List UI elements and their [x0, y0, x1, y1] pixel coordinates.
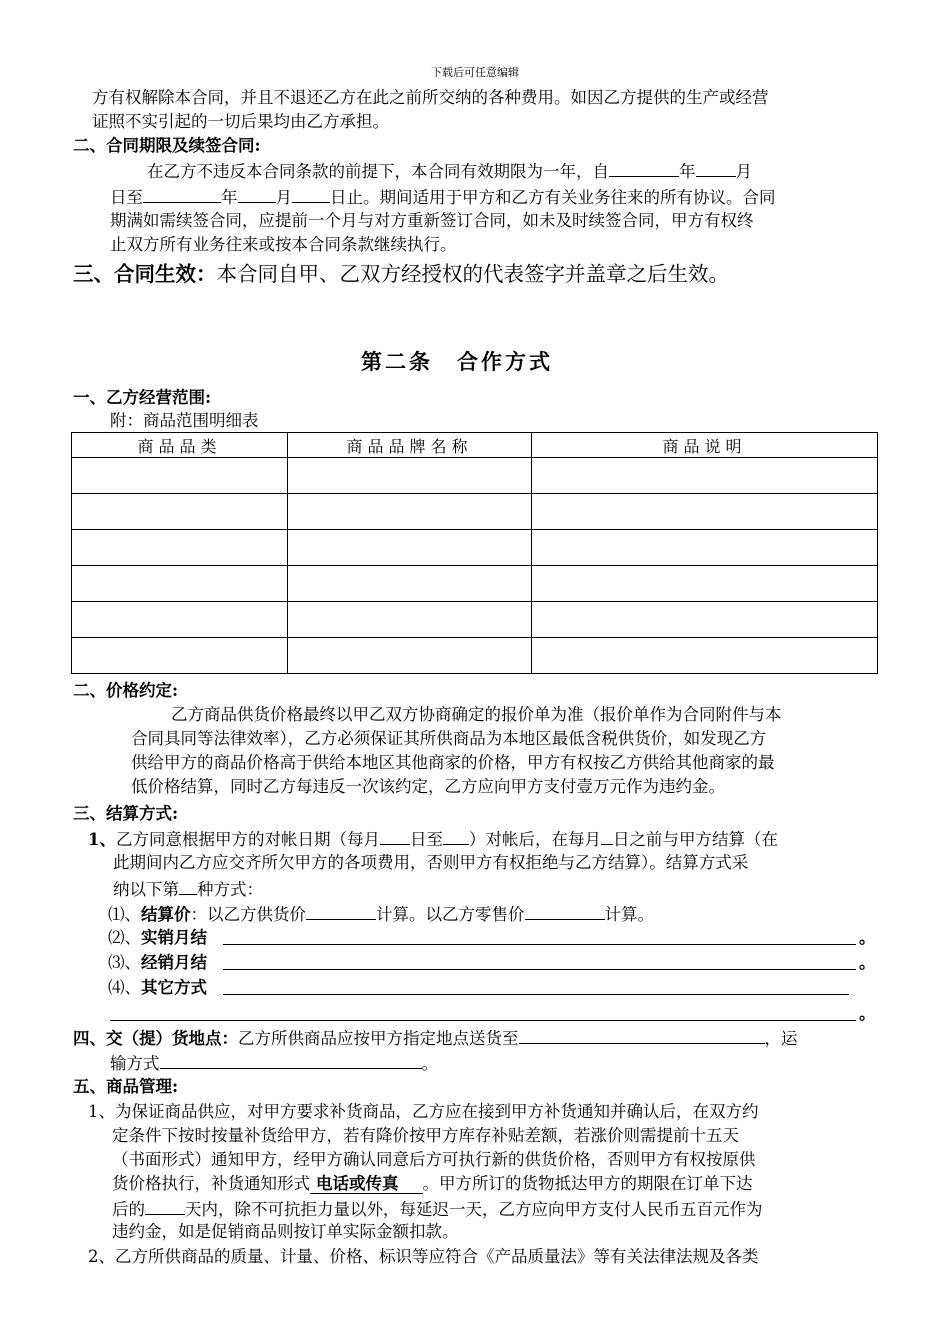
settle-day-field[interactable]	[601, 826, 613, 845]
goods-line-5: 后的 天内，除不可抗拒力量以外，每延迟一天，乙方应向甲方支付人民币五百元作为	[112, 1196, 763, 1222]
settle-option-4: ⑷、其它方式	[108, 978, 207, 997]
table-cell[interactable]	[72, 530, 288, 566]
table-cell[interactable]	[288, 458, 532, 494]
term-line-1: 在乙方不违反本合同条款的前提下，本合同有效期限为一年，自 年 月	[147, 158, 752, 184]
settle-option-number-field[interactable]	[179, 876, 197, 895]
section-effect: 三、合同生效：本合同自甲、乙双方经授权的代表签字并盖章之后生效。	[73, 262, 729, 286]
column-header-description: 商品说明	[532, 433, 878, 458]
section-goods-heading: 五、商品管理:	[73, 1077, 179, 1096]
option-3-fill-line[interactable]	[223, 968, 856, 970]
start-year-field[interactable]	[609, 158, 679, 177]
section-settle-heading: 三、结算方式:	[73, 804, 179, 823]
settle-option-1: ⑴、结算价：以乙方供货价 计算。以乙方零售价 计算。	[108, 901, 654, 927]
settle-option-2: ⑵、实销月结	[108, 928, 207, 947]
goods-line-7: 2、乙方所供商品的质量、计量、价格、标识等应符合《产品质量法》等有关法律法规及各类	[88, 1247, 759, 1266]
section-price-heading: 二、价格约定:	[73, 681, 179, 700]
term-line-4: 止双方所有业务往来或按本合同条款继续执行。	[110, 235, 457, 254]
table-cell[interactable]	[532, 530, 878, 566]
table-cell[interactable]	[532, 566, 878, 602]
table-cell[interactable]	[288, 566, 532, 602]
table-cell[interactable]	[532, 494, 878, 530]
table-row	[72, 494, 878, 530]
delivery-days-field[interactable]	[145, 1196, 185, 1215]
table-row	[72, 602, 878, 638]
table-cell[interactable]	[72, 602, 288, 638]
goods-line-1: 1、为保证商品供应，对甲方要求补货商品，乙方应在接到甲方补货通知并确认后，在双方约	[88, 1102, 759, 1121]
table-cell[interactable]	[288, 530, 532, 566]
table-row	[72, 458, 878, 494]
page-header: 下载后可任意编辑	[431, 66, 519, 79]
price-line-3: 供给甲方的商品价格高于供给本地区其他商家的价格，甲方有权按乙方供给其他商家的最	[131, 753, 775, 772]
goods-line-2: 定条件下按时按量补货给甲方，若有降价按甲方库存补贴差额，若涨价则需提前十五天	[112, 1126, 739, 1145]
end-day-field[interactable]	[292, 184, 330, 203]
intro-line-2: 证照不实引起的一切后果均由乙方承担。	[92, 112, 389, 131]
goods-line-4: 货价格执行，补货通知形式 电话或传真 。甲方所订的货物抵达甲方的期限在订单下达	[112, 1174, 753, 1193]
term-line-2: 日至 年 月 日止。期间适用于甲方和乙方有关业务往来的所有协议。合同	[110, 184, 776, 210]
end-month-field[interactable]	[238, 184, 276, 203]
price-line-4: 低价格结算，同时乙方每违反一次该约定，乙方应向甲方支付壹万元作为违约金。	[131, 777, 725, 796]
option-4-fill-line[interactable]	[223, 993, 849, 995]
table-cell[interactable]	[72, 494, 288, 530]
table-row	[72, 638, 878, 674]
table-row	[72, 566, 878, 602]
table-cell[interactable]	[532, 638, 878, 674]
table-cell[interactable]	[532, 458, 878, 494]
intro-line-1: 方有权解除本合同，并且不退还乙方在此之前所交纳的各种费用。如因乙方提供的生产或经营	[92, 88, 769, 107]
table-header-row	[72, 433, 878, 458]
start-month-field[interactable]	[696, 158, 736, 177]
option-2-fill-line[interactable]	[223, 943, 856, 945]
option-4-fill-line-2[interactable]	[110, 1019, 856, 1021]
table-cell[interactable]	[288, 602, 532, 638]
retail-price-field[interactable]	[525, 901, 605, 920]
settle-option-3: ⑶、经销月结	[108, 953, 207, 972]
column-header-category: 商品品类	[72, 433, 288, 458]
table-cell[interactable]	[288, 638, 532, 674]
notice-method-field[interactable]: 电话或传真	[310, 1174, 423, 1194]
delivery-line-2: 输方式 。	[110, 1050, 438, 1076]
settle-line-1: 1、乙方同意根据甲方的对帐日期（每月 日至 ）对帐后，在每月 日之前与甲方结算（在	[88, 826, 778, 852]
option-3-end-mark: 。	[859, 953, 876, 972]
article-title: 第二条 合作方式	[361, 349, 553, 374]
option-4-end-mark: 。	[859, 1004, 876, 1023]
table-cell[interactable]	[532, 602, 878, 638]
goods-line-3: （书面形式）通知甲方，经甲方确认同意后方可执行新的供货价格，否则甲方有权按原供	[112, 1150, 756, 1169]
section-scope-heading: 一、乙方经营范围:	[73, 388, 212, 407]
goods-line-6: 违约金，如是促销商品则按订单实际金额扣款。	[112, 1222, 459, 1241]
end-year-field[interactable]	[143, 184, 221, 203]
statement-start-day-field[interactable]	[380, 826, 410, 845]
supply-price-field[interactable]	[306, 901, 376, 920]
column-header-brand: 商品品牌名称	[288, 433, 532, 458]
option-2-end-mark: 。	[859, 928, 876, 947]
product-scope-table	[71, 432, 878, 674]
transport-method-field[interactable]	[160, 1050, 422, 1069]
table-cell[interactable]	[72, 638, 288, 674]
term-line-3: 期满如需续签合同，应提前一个月与对方重新签订合同，如未及时续签合同，甲方有权终	[110, 211, 754, 230]
table-cell[interactable]	[72, 566, 288, 602]
table-row	[72, 530, 878, 566]
statement-end-day-field[interactable]	[443, 826, 469, 845]
section-term-heading: 二、合同期限及续签合同:	[73, 136, 261, 155]
table-cell[interactable]	[72, 458, 288, 494]
section-delivery: 四、交（提）货地点：乙方所供商品应按甲方指定地点送货至 ，运	[73, 1025, 798, 1051]
delivery-address-field[interactable]	[519, 1025, 765, 1044]
price-line-1: 乙方商品供货价格最终以甲乙双方协商确定的报价单为准（报价单作为合同附件与本	[171, 705, 782, 724]
scope-note: 附：商品范围明细表	[110, 411, 259, 430]
price-line-2: 合同具同等法律效率），乙方必须保证其所供商品为本地区最低含税供货价，如发现乙方	[131, 729, 767, 748]
table-cell[interactable]	[288, 494, 532, 530]
settle-line-2: 此期间内乙方应交齐所欠甲方的各项费用，否则甲方有权拒绝与乙方结算）。结算方式采	[113, 853, 749, 872]
settle-line-3: 纳以下第 种方式：	[113, 876, 263, 902]
